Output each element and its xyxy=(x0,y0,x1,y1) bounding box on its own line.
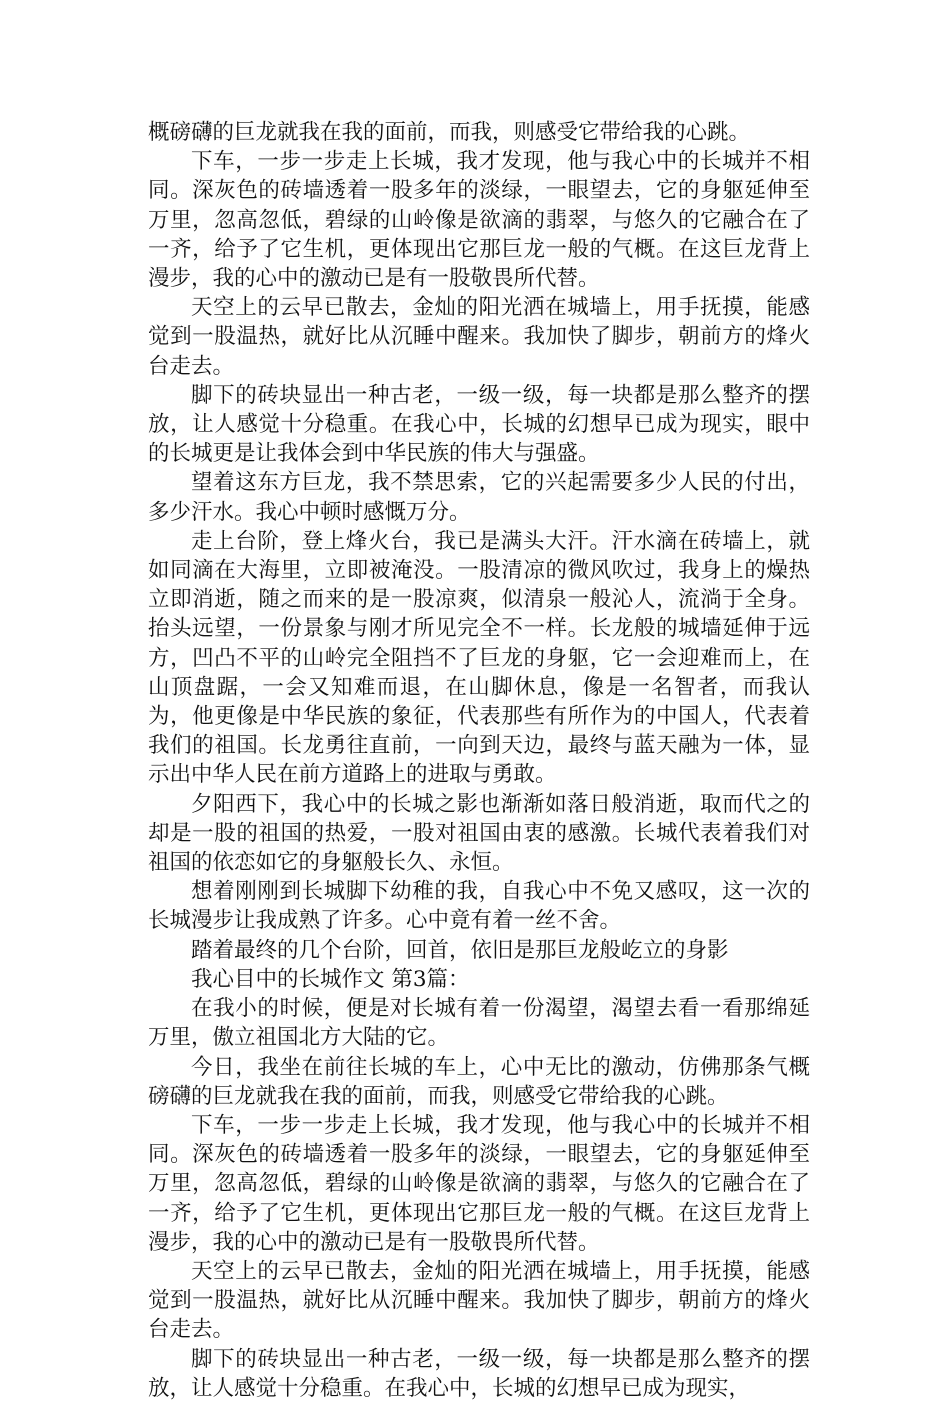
paragraph: 夕阳西下，我心中的长城之影也渐渐如落日般消逝，取而代之的却是一股的祖国的热爱，一股对祖国由衷的感激。长城代表着我们对祖国的依恋如它的身躯般长久、永恒。 xyxy=(148,791,810,876)
paragraph: 踏着最终的几个台阶，回首，依旧是那巨龙般屹立的身影 xyxy=(191,937,729,963)
document-page xyxy=(148,118,810,1403)
paragraph: 脚下的砖块显出一种古老，一级一级，每一块都是那么整齐的摆放，让人感觉十分稳重。在我心中，长城的幻想早已成为现实， xyxy=(148,1346,810,1401)
paragraph: 走上台阶，登上烽火台，我已是满头大汗。汗水滴在砖墙上，就如同滴在大海里，立即被淹没。一股清凉的微风吹过，我身上的燥热立即消逝，随之而来的是一股凉爽，似清泉一般沁人，流淌于全身。抬头远望，一份景象与刚才所见完全不一样。长龙般的城墙延伸于远方，凹凸不平的山岭完全阻挡不了巨龙的身躯，它一会迎难而上，在山顶盘踞，一会又知难而退，在山脚休息，像是一名智者，而我认为，他更像是中华民族的象征，代表那些有所作为的中国人，代表着我们的祖国。长龙勇往直前，一向到天边，最终与蓝天融为一体，显示出中华人民在前方道路上的进取与勇敢。 xyxy=(148,528,810,788)
paragraph: 下车，一步一步走上长城，我才发现，他与我心中的长城并不相同。深灰色的砖墙透着一股多年的淡绿，一眼望去，它的身躯延伸至万里，忽高忽低，碧绿的山岭像是欲滴的翡翠，与悠久的它融合在了一齐，给予了它生机，更体现出它那巨龙一般的气概。在这巨龙背上漫步，我的心中的激动已是有一股敬畏所代替。 xyxy=(148,1112,810,1255)
paragraph: 想着刚刚到长城脚下幼稚的我，自我心中不免又感叹，这一次的长城漫步让我成熟了许多。心中竟有着一丝不舍。 xyxy=(148,879,810,934)
paragraph: 天空上的云早已散去，金灿的阳光洒在城墙上，用手抚摸，能感觉到一股温热，就好比从沉睡中醒来。我加快了脚步，朝前方的烽火台走去。 xyxy=(148,295,810,379)
paragraph: 在我小的时候，便是对长城有着一份渴望，渴望去看一看那绵延万里，傲立祖国北方大陆的它。 xyxy=(148,996,810,1051)
section-heading: 我心目中的长城作文 第3篇： xyxy=(191,966,470,992)
paragraph: 望着这东方巨龙，我不禁思索，它的兴起需要多少人民的付出，多少汗水。我心中顿时感慨万分。 xyxy=(148,470,810,525)
paragraph: 下车，一步一步走上长城，我才发现，他与我心中的长城并不相同。深灰色的砖墙透着一股多年的淡绿，一眼望去，它的身躯延伸至万里，忽高忽低，碧绿的山岭像是欲滴的翡翠，与悠久的它融合在了一齐，给予了它生机，更体现出它那巨龙一般的气概。在这巨龙背上漫步，我的心中的激动已是有一股敬畏所代替。 xyxy=(148,149,810,292)
paragraph: 天空上的云早已散去，金灿的阳光洒在城墙上，用手抚摸，能感觉到一股温热，就好比从沉睡中醒来。我加快了脚步，朝前方的烽火台走去。 xyxy=(148,1258,810,1343)
paragraph: 脚下的砖块显出一种古老，一级一级，每一块都是那么整齐的摆放，让人感觉十分稳重。在我心中，长城的幻想早已成为现实，眼中的长城更是让我体会到中华民族的伟大与强盛。 xyxy=(148,382,810,467)
paragraph: 概磅礴的巨龙就我在我的面前，而我，则感受它带给我的心跳。 xyxy=(148,120,751,145)
paragraph: 今日，我坐在前往长城的车上，心中无比的激动，仿佛那条气概磅礴的巨龙就我在我的面前，而我，则感受它带给我的心跳。 xyxy=(148,1054,810,1109)
